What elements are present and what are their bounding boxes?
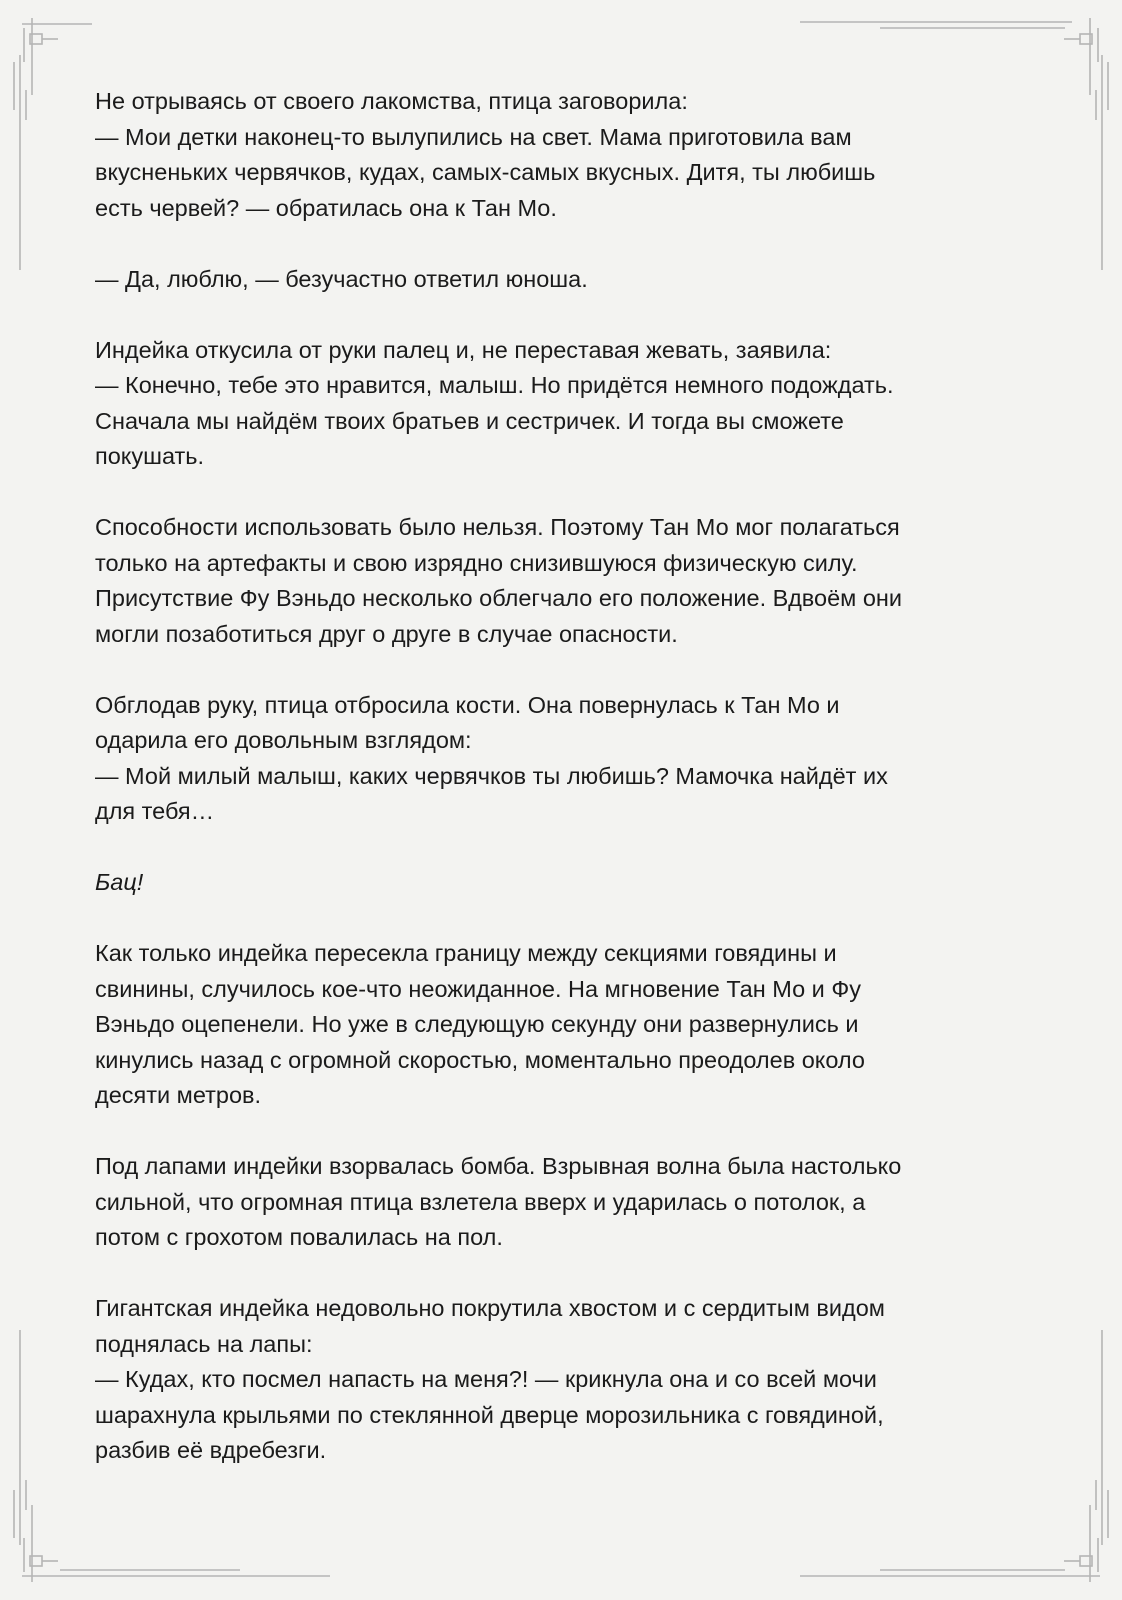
text-line: для тебя… [95, 798, 215, 824]
text-line: — Кудах, кто посмел напасть на меня?! — крикнула она и со всей мочи [95, 1366, 877, 1392]
paragraph-8 [95, 1149, 1025, 1256]
text-line: — Да, люблю, — безучастно ответил юноша. [95, 265, 588, 292]
paragraph-2 [95, 262, 1025, 298]
text-line: свинины, случилось кое-что неожиданное. На мгновение Тан Мо и Фу [95, 975, 861, 1002]
paragraph-9 [95, 1291, 1025, 1469]
text-line: потом с грохотом повалилась на пол. [95, 1224, 503, 1250]
text-line: Как только индейка пересекла границу между секциями говядины и [95, 940, 837, 966]
text-line: Под лапами индейки взорвалась бомба. Взрывная волна была настолько [95, 1153, 902, 1179]
text-line: — Мой милый малыш, каких червячков ты любишь? Мамочка найдёт их [95, 762, 888, 789]
text-line: покушать. [95, 443, 205, 469]
text-line: Гигантская индейка недовольно покрутила хвостом и с сердитым видом [95, 1295, 885, 1321]
text-line: кинулись назад с огромной скоростью, моментально преодолев около [95, 1046, 865, 1073]
text-line: разбив её вдребезги. [95, 1437, 327, 1463]
corner-ornament-top-left [14, 18, 92, 270]
text-line: одарила его довольным взглядом: [95, 727, 472, 753]
text-line: Индейка откусила от руки палец и, не переставая жевать, заявила: [95, 336, 832, 363]
text-line: — Мои детки наконец-то вылупились на свет. Мама приготовила вам [95, 123, 852, 150]
text-line: Вэньдо оцепенели. Но уже в следующую секунду они развернулись и [95, 1011, 859, 1037]
paragraph-3 [95, 333, 1025, 475]
text-line: сильной, что огромная птица взлетела вверх и ударилась о потолок, а [95, 1188, 866, 1215]
document-body [95, 84, 1025, 1469]
text-line: поднялась на лапы: [95, 1330, 313, 1357]
text-line: десяти метров. [95, 1082, 262, 1108]
paragraph-spacer [95, 1114, 1025, 1150]
text-line: Сначала мы найдём твоих братьев и сестричек. И тогда вы сможете [95, 407, 844, 434]
text-line: Бац! [95, 869, 144, 895]
paragraph-1 [95, 84, 1025, 226]
paragraph-5 [95, 688, 1025, 830]
paragraph-spacer [95, 1256, 1025, 1292]
text-line: шарахнула крыльями по стеклянной дверце морозильника с говядиной, [95, 1401, 884, 1428]
text-line: Способности использовать было нельзя. Поэтому Тан Мо мог полагаться [95, 514, 900, 540]
text-line: только на артефакты и свою изрядно снизившуюся физическую силу. [95, 549, 858, 576]
text-line: Присутствие Фу Вэньдо несколько облегчало его положение. Вдвоём они [95, 585, 903, 611]
paragraph-4 [95, 510, 1025, 652]
paragraph-spacer [95, 226, 1025, 262]
text-line: есть червей? — обратилась она к Тан Мо. [95, 194, 557, 221]
paragraph-spacer [95, 297, 1025, 333]
paragraph-6-sound-effect [95, 865, 1025, 901]
text-line: — Конечно, тебе это нравится, малыш. Но придётся немного подождать. [95, 372, 894, 398]
paragraph-7 [95, 936, 1025, 1114]
paragraph-spacer [95, 830, 1025, 866]
paragraph-spacer [95, 901, 1025, 937]
text-line: Обглодав руку, птица отбросила кости. Она повернулась к Тан Мо и [95, 691, 840, 718]
text-line: вкусненьких червячков, кудах, самых-самых вкусных. Дитя, ты любишь [95, 159, 876, 185]
text-line: могли позаботиться друг о друге в случае опасности. [95, 620, 678, 647]
paragraph-spacer [95, 475, 1025, 511]
text-line: Не отрываясь от своего лакомства, птица заговорила: [95, 88, 688, 114]
paragraph-spacer [95, 652, 1025, 688]
